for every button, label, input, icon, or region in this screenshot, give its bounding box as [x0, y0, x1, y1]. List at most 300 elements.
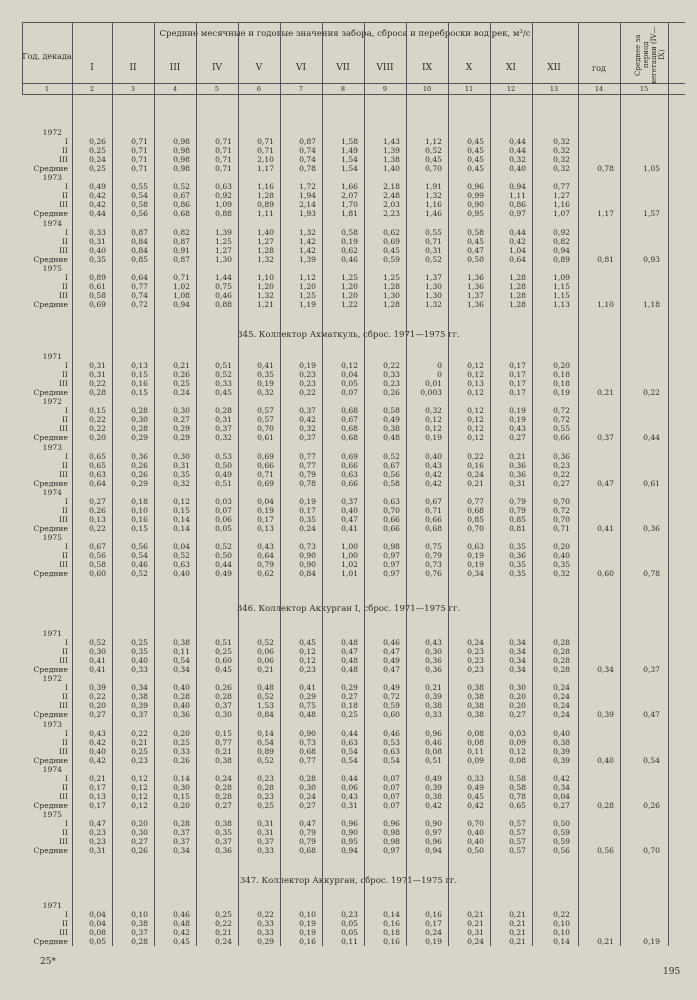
- table-cell: 0,33: [89, 227, 106, 237]
- table-cell: 0,47: [467, 245, 484, 255]
- table-cell: 0,21: [467, 919, 484, 929]
- table-cell: 1,30: [215, 254, 232, 264]
- table-cell: 0,46: [383, 728, 400, 738]
- table-cell: 0,34: [509, 638, 526, 648]
- table-cell: 1,36: [467, 299, 484, 309]
- table-cell: 0,31: [509, 478, 526, 488]
- table-cell: 0,57: [509, 846, 526, 856]
- table-cell: 0,97: [383, 846, 400, 856]
- table-cell: 0,79: [509, 505, 526, 515]
- year-value: 0,21: [597, 937, 614, 947]
- table-cell: 0,21: [467, 910, 484, 920]
- row-label: II: [62, 281, 68, 291]
- table-cell: 0,26: [215, 683, 232, 693]
- table-cell: 0,79: [509, 496, 526, 506]
- table-cell: 1,28: [509, 299, 526, 309]
- table-cell: 0: [437, 361, 442, 371]
- table-cell: 0,37: [341, 496, 358, 506]
- table-cell: 0,17: [257, 514, 274, 524]
- table-cell: 0,77: [299, 451, 316, 461]
- table-cell: 0,45: [383, 245, 400, 255]
- table-cell: 0,52: [131, 569, 148, 579]
- table-cell: 0,90: [299, 560, 316, 570]
- table-cell: 0,12: [299, 647, 316, 657]
- table-cell: 0,66: [341, 460, 358, 470]
- table-cell: 0,19: [257, 505, 274, 515]
- table-cell: 0,21: [173, 361, 190, 371]
- table-cell: 0,24: [553, 692, 570, 702]
- table-cell: 0,12: [467, 361, 484, 371]
- table-cell: 0,66: [257, 460, 274, 470]
- table-cell: 0,21: [509, 937, 526, 947]
- table-cell: 0,21: [425, 683, 442, 693]
- table-cell: 0,90: [341, 828, 358, 838]
- table-cell: 0,42: [425, 800, 442, 810]
- table-cell: 0,15: [89, 406, 106, 416]
- table-cell: 0,85: [467, 514, 484, 524]
- table-cell: 0,18: [131, 496, 148, 506]
- table-cell: 1,07: [553, 209, 570, 219]
- table-cell: 1,39: [215, 227, 232, 237]
- row-label: II: [62, 647, 68, 657]
- table-cell: 0,35: [131, 647, 148, 657]
- table-cell: 0,07: [341, 388, 358, 398]
- table-cell: 0,64: [131, 272, 148, 282]
- table-cell: 0,82: [173, 227, 190, 237]
- table-cell: 0,19: [467, 551, 484, 561]
- table-row: [0, 164, 697, 173]
- table-cell: 0,92: [215, 191, 232, 201]
- table-cell: 0,58: [509, 773, 526, 783]
- table-cell: 0,36: [509, 460, 526, 470]
- table-cell: 0,41: [341, 523, 358, 533]
- table-cell: 0,35: [257, 370, 274, 380]
- table-cell: 1,28: [509, 272, 526, 282]
- table-cell: 0,33: [257, 919, 274, 929]
- year-header: год: [592, 64, 606, 73]
- table-cell: 0,57: [509, 819, 526, 829]
- table-cell: 0,28: [173, 692, 190, 702]
- table-row: [0, 173, 697, 182]
- table-cell: 0,12: [131, 782, 148, 792]
- table-cell: 0,63: [341, 469, 358, 479]
- table-cell: 0,04: [173, 542, 190, 552]
- table-cell: 1,66: [341, 182, 358, 192]
- table-row: [0, 819, 697, 828]
- table-cell: 0,17: [425, 919, 442, 929]
- table-cell: 1,58: [341, 137, 358, 147]
- table-cell: 0,38: [131, 919, 148, 929]
- table-cell: 0,11: [467, 746, 484, 756]
- table-cell: 1,10: [257, 272, 274, 282]
- table-cell: 0,22: [553, 910, 570, 920]
- table-cell: 0,29: [341, 683, 358, 693]
- table-cell: 0,67: [173, 191, 190, 201]
- table-row: [0, 810, 697, 819]
- table-cell: 2,23: [383, 209, 400, 219]
- table-cell: 0,43: [341, 791, 358, 801]
- table-cell: 0,48: [173, 919, 190, 929]
- row-label: 1971: [42, 352, 62, 361]
- table-cell: 0,33: [257, 846, 274, 856]
- row-label: II: [62, 191, 68, 201]
- table-cell: 0,75: [425, 542, 442, 552]
- table-cell: 0,27: [89, 496, 106, 506]
- table-cell: 0,51: [425, 755, 442, 765]
- table-cell: 0,22: [89, 424, 106, 434]
- table-cell: 0,43: [425, 460, 442, 470]
- table-cell: 0,89: [257, 746, 274, 756]
- table-cell: 2,10: [257, 155, 274, 165]
- table-cell: 0,51: [215, 638, 232, 648]
- table-cell: 0,20: [89, 701, 106, 711]
- column-number: 14: [594, 85, 604, 93]
- table-cell: 0,34: [509, 647, 526, 657]
- table-cell: 0,96: [341, 819, 358, 829]
- section-title: 346. Коллектор Аккурган I, сброс. 1971—1975 гг.: [236, 604, 461, 614]
- table-row: [0, 569, 697, 578]
- table-cell: 0,52: [215, 370, 232, 380]
- row-label: 1971: [42, 629, 62, 638]
- table-cell: 0,30: [131, 415, 148, 425]
- table-cell: 0,70: [425, 164, 442, 174]
- table-cell: 2,07: [341, 191, 358, 201]
- table-cell: 0,50: [467, 254, 484, 264]
- table-cell: 2,14: [299, 200, 316, 210]
- row-label: III: [59, 155, 68, 165]
- table-cell: 0,17: [509, 370, 526, 380]
- table-cell: 0,57: [509, 837, 526, 847]
- table-cell: 0,09: [509, 737, 526, 747]
- table-cell: 0,24: [215, 773, 232, 783]
- table-row: [0, 756, 697, 765]
- table-cell: 1,42: [299, 245, 316, 255]
- table-cell: 0,21: [257, 665, 274, 675]
- table-cell: 0,70: [383, 505, 400, 515]
- table-cell: 1,39: [299, 254, 316, 264]
- table-cell: 0,29: [257, 937, 274, 947]
- table-cell: 1,30: [425, 290, 442, 300]
- table-cell: 1,01: [341, 569, 358, 579]
- table-cell: 1,15: [553, 281, 570, 291]
- table-cell: 0,05: [215, 523, 232, 533]
- table-cell: 0,62: [383, 227, 400, 237]
- table-cell: 1,22: [341, 299, 358, 309]
- row-label: 1973: [42, 173, 62, 183]
- table-cell: 0,30: [425, 647, 442, 657]
- table-cell: 0,56: [383, 469, 400, 479]
- table-cell: 0,42: [425, 469, 442, 479]
- table-cell: 1,28: [257, 191, 274, 201]
- table-cell: 0,22: [89, 379, 106, 389]
- table-cell: 0,38: [553, 737, 570, 747]
- table-cell: 0,45: [467, 236, 484, 246]
- table-cell: 0,37: [131, 710, 148, 720]
- table-cell: 0,77: [299, 755, 316, 765]
- table-cell: 0,59: [383, 254, 400, 264]
- table-cell: 0,37: [299, 433, 316, 443]
- table-cell: 0,66: [425, 514, 442, 524]
- table-cell: 0: [437, 370, 442, 380]
- period-value: 0,61: [643, 478, 660, 488]
- table-cell: 0,58: [383, 478, 400, 488]
- table-cell: 0,50: [215, 551, 232, 561]
- table-cell: 0,84: [299, 569, 316, 579]
- table-cell: 0,22: [299, 388, 316, 398]
- table-cell: 0,16: [383, 919, 400, 929]
- column-header-period: Среднее за период вегетации (IV—IX): [634, 26, 666, 84]
- table-row: [0, 200, 697, 209]
- table-cell: 1,30: [425, 281, 442, 291]
- table-cell: 0,57: [257, 406, 274, 416]
- table-cell: 0,32: [553, 146, 570, 156]
- table-cell: 0,28: [131, 406, 148, 416]
- table-row: [0, 937, 697, 946]
- table-row: [0, 533, 697, 542]
- table-cell: 0,54: [383, 755, 400, 765]
- table-cell: 0,14: [173, 523, 190, 533]
- table-cell: 0,46: [173, 910, 190, 920]
- column-number: 12: [506, 85, 516, 93]
- year-value: 0,47: [597, 478, 614, 488]
- table-row: [0, 146, 697, 155]
- table-cell: 0,42: [89, 191, 106, 201]
- table-cell: 0,71: [215, 164, 232, 174]
- table-cell: 0,19: [425, 937, 442, 947]
- table-cell: 0,23: [257, 773, 274, 783]
- table-cell: 0,69: [383, 236, 400, 246]
- table-cell: 0,77: [553, 182, 570, 192]
- table-cell: 0,15: [215, 728, 232, 738]
- table-cell: 0,52: [173, 551, 190, 561]
- table-cell: 0,21: [509, 451, 526, 461]
- table-cell: 0,71: [425, 505, 442, 515]
- table-cell: 0,75: [299, 701, 316, 711]
- table-cell: 2,48: [383, 191, 400, 201]
- table-cell: 0,33: [467, 773, 484, 783]
- table-cell: 0,19: [299, 361, 316, 371]
- table-cell: 0,42: [89, 755, 106, 765]
- column-number: 13: [549, 85, 559, 93]
- table-row: [0, 901, 697, 910]
- table-cell: 0,38: [467, 692, 484, 702]
- month-header-8: VIII: [376, 63, 394, 73]
- table-cell: 0,17: [299, 505, 316, 515]
- table-cell: 0,31: [215, 415, 232, 425]
- table-cell: 0,18: [553, 370, 570, 380]
- table-row: [0, 379, 697, 388]
- table-cell: 0,27: [299, 800, 316, 810]
- column-rule: [364, 22, 365, 946]
- period-value: 0,78: [643, 569, 660, 579]
- table-cell: 0,60: [215, 656, 232, 666]
- table-cell: 0,43: [257, 542, 274, 552]
- table-row: [0, 388, 697, 397]
- table-cell: 0,58: [131, 200, 148, 210]
- table-cell: 1,28: [509, 281, 526, 291]
- table-cell: 0,34: [509, 665, 526, 675]
- table-cell: 0,41: [299, 683, 316, 693]
- column-rule: [490, 22, 491, 946]
- table-cell: 0,19: [509, 415, 526, 425]
- row-label: II: [62, 919, 68, 929]
- table-cell: 0,54: [341, 755, 358, 765]
- table-cell: 0,003: [420, 388, 442, 398]
- table-cell: 0,24: [553, 701, 570, 711]
- table-cell: 0,08: [89, 928, 106, 938]
- table-cell: 0,47: [299, 819, 316, 829]
- table-cell: 0,46: [383, 638, 400, 648]
- table-cell: 0,67: [425, 496, 442, 506]
- table-cell: 1,36: [467, 272, 484, 282]
- table-cell: 0,91: [173, 245, 190, 255]
- period-value: 1,57: [643, 209, 660, 219]
- table-cell: 0,12: [467, 424, 484, 434]
- table-cell: 0,54: [131, 551, 148, 561]
- table-cell: 0,25: [257, 800, 274, 810]
- year-value: 0,21: [597, 388, 614, 398]
- table-cell: 0,78: [299, 478, 316, 488]
- row-label: I: [65, 227, 68, 237]
- table-row: [0, 361, 697, 370]
- table-cell: 0,44: [89, 209, 106, 219]
- table-cell: 0,12: [467, 370, 484, 380]
- table-row: [0, 701, 697, 710]
- table-cell: 0,17: [89, 782, 106, 792]
- table-cell: 0,33: [383, 370, 400, 380]
- table-row: [0, 470, 697, 479]
- table-cell: 1,20: [341, 281, 358, 291]
- table-row: [0, 656, 697, 665]
- table-cell: 0,48: [341, 638, 358, 648]
- table-cell: 0,46: [215, 290, 232, 300]
- table-cell: 0,28: [553, 638, 570, 648]
- table-cell: 1,46: [425, 209, 442, 219]
- table-cell: 0,34: [131, 683, 148, 693]
- table-cell: 0,54: [257, 737, 274, 747]
- table-cell: 0,16: [299, 937, 316, 947]
- table-cell: 0,54: [131, 191, 148, 201]
- column-rule: [448, 22, 449, 946]
- table-cell: 0,36: [215, 846, 232, 856]
- year-value: 0,78: [597, 164, 614, 174]
- table-cell: 1,44: [215, 272, 232, 282]
- table-cell: 0,89: [257, 200, 274, 210]
- month-header-1: I: [90, 63, 94, 73]
- table-cell: 0,07: [383, 791, 400, 801]
- table-cell: 0,79: [425, 551, 442, 561]
- table-cell: 0,29: [173, 424, 190, 434]
- table-row: [0, 219, 697, 228]
- table-cell: 0,96: [467, 182, 484, 192]
- table-cell: 0,38: [215, 755, 232, 765]
- table-cell: 0,32: [509, 155, 526, 165]
- table-cell: 0,37: [215, 837, 232, 847]
- table-cell: 1,11: [257, 209, 274, 219]
- table-cell: 0,51: [215, 361, 232, 371]
- row-label: 1975: [42, 810, 62, 819]
- table-cell: 0,89: [553, 254, 570, 264]
- table-cell: 0,12: [131, 800, 148, 810]
- row-label: Средние: [33, 164, 68, 174]
- column-rule: [578, 22, 579, 946]
- period-value: 0,37: [643, 665, 660, 675]
- table-cell: 0,28: [553, 656, 570, 666]
- table-cell: 0,56: [89, 551, 106, 561]
- table-cell: 0,52: [257, 755, 274, 765]
- table-cell: 0,50: [467, 846, 484, 856]
- table-cell: 0,63: [383, 746, 400, 756]
- table-cell: 0,71: [257, 137, 274, 147]
- table-cell: 0,06: [215, 514, 232, 524]
- table-cell: 0,77: [299, 460, 316, 470]
- column-rule: [154, 22, 155, 946]
- row-label: I: [65, 406, 68, 416]
- table-cell: 1,25: [215, 236, 232, 246]
- column-rule: [532, 22, 533, 946]
- table-cell: 0,63: [173, 560, 190, 570]
- table-cell: 0,30: [89, 647, 106, 657]
- table-cell: 0,46: [341, 254, 358, 264]
- table-cell: 0,63: [383, 496, 400, 506]
- table-cell: 0,49: [89, 182, 106, 192]
- table-cell: 0,09: [467, 755, 484, 765]
- table-cell: 1,81: [341, 209, 358, 219]
- table-cell: 0,57: [509, 828, 526, 838]
- table-cell: 0,61: [257, 433, 274, 443]
- table-row: [0, 551, 697, 560]
- table-cell: 0,67: [89, 542, 106, 552]
- table-cell: 0,15: [173, 505, 190, 515]
- table-cell: 0,26: [131, 846, 148, 856]
- row-label: Средние: [33, 209, 68, 219]
- table-cell: 0,25: [215, 910, 232, 920]
- table-cell: 0,71: [215, 146, 232, 156]
- table-cell: 0,71: [257, 146, 274, 156]
- table-cell: 1,17: [257, 164, 274, 174]
- table-row: [0, 729, 697, 738]
- table-row: [0, 209, 697, 218]
- section-title: 347. Коллектор Аккурган, сброс. 1971—1975 гг.: [239, 876, 458, 886]
- table-cell: 0,31: [173, 460, 190, 470]
- table-cell: 0,35: [509, 569, 526, 579]
- row-label: I: [65, 819, 68, 829]
- table-cell: 0,29: [299, 692, 316, 702]
- table-cell: 0,71: [131, 146, 148, 156]
- table-cell: 0,24: [89, 155, 106, 165]
- row-label: 1974: [42, 218, 62, 228]
- table-cell: 0,58: [467, 227, 484, 237]
- table-cell: 0,43: [425, 638, 442, 648]
- row-label: III: [59, 656, 68, 666]
- table-cell: 0,71: [131, 155, 148, 165]
- table-cell: 0,41: [257, 361, 274, 371]
- period-value: 0,22: [643, 388, 660, 398]
- table-cell: 0,32: [553, 137, 570, 147]
- table-row: [0, 738, 697, 747]
- table-cell: 0,21: [509, 910, 526, 920]
- table-cell: 0,28: [173, 819, 190, 829]
- table-cell: 1,00: [341, 551, 358, 561]
- period-value: 0,19: [643, 937, 660, 947]
- table-cell: 0,10: [299, 910, 316, 920]
- table-cell: 0,71: [425, 236, 442, 246]
- table-cell: 0,66: [553, 433, 570, 443]
- table-cell: 0,87: [299, 137, 316, 147]
- table-cell: 0,25: [173, 379, 190, 389]
- table-cell: 0,25: [89, 146, 106, 156]
- row-label: I: [65, 182, 68, 192]
